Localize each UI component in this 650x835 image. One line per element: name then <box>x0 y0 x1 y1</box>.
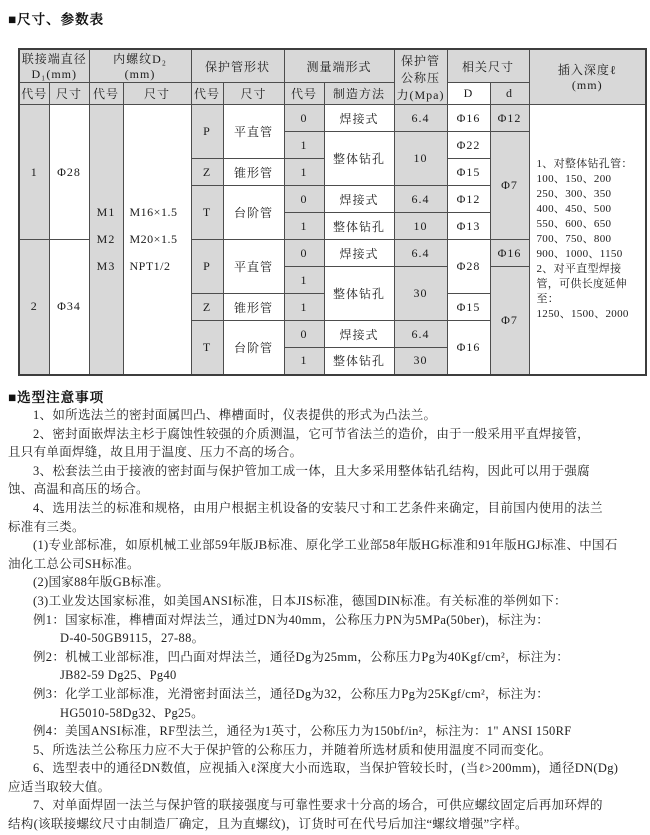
depth-note-line: 1250、1500、2000 <box>536 307 629 320</box>
depth-note-line: 550、600、650 <box>536 217 612 230</box>
dim-D-cell: Φ15 <box>447 159 490 186</box>
header-tube-shape: 保护管形状 <box>191 49 284 83</box>
dim-D-cell: Φ28 <box>447 240 490 294</box>
dim-D-cell: Φ13 <box>447 213 490 240</box>
note-line: 1、如所选法兰的密封面属凹凸、榫槽面时，仪表提供的形式为凸法兰。 <box>33 408 437 422</box>
depth-note-line: 2、对平直型焊接 <box>536 262 622 275</box>
header-connection-diameter-line1: 联接端直径 <box>21 52 87 66</box>
shape-name-cell: 台阶管 <box>223 321 284 375</box>
pressure-cell: 6.4 <box>394 240 447 267</box>
group1-size-cell: Φ28 <box>49 105 89 240</box>
dim-D-cell: Φ16 <box>447 105 490 132</box>
thread-code: M1 <box>96 204 116 219</box>
note-line: 4、选用法兰的标准和规格，由用户根据主机设备的安装尺寸和工艺条件来确定，目前国内使用的法兰 <box>33 500 603 515</box>
depth-note-line: 700、750、800 <box>536 232 612 245</box>
header-connection-diameter <box>19 49 89 83</box>
thread-code: M3 <box>96 258 116 273</box>
note-line: 6、选型表中的通径DN数值，应视插入ℓ深度大小而选取，当保护管较长时，(当ℓ>200mm)，通径DN(Dg) <box>33 761 619 776</box>
thread-size-cell <box>123 105 191 375</box>
note-line: (2)国家88年版GB标准。 <box>33 575 170 590</box>
note-line: (1)专业部标准，如原机械工业部59年版JB标准、原化学工业部58年版HG标准和91年版HGJ标准、中国石 <box>33 538 618 553</box>
dim-d-cell: Φ7 <box>490 267 529 375</box>
header-insertion-depth-line2: (mm) <box>571 78 603 92</box>
header-measuring-end: 测量端形式 <box>284 49 394 83</box>
shape-name-cell: 锥形管 <box>223 159 284 186</box>
dim-d-cell: Φ16 <box>490 240 529 267</box>
header-nominal-pressure-line3: 力(Mpa) <box>396 87 445 102</box>
subheader-size-2: 尺寸 <box>123 83 191 105</box>
depth-note-line: 至： <box>536 292 560 305</box>
shape-name-cell: 平直管 <box>223 240 284 294</box>
method-code-cell: 1 <box>284 348 324 375</box>
header-insertion-depth-line1: 插入深度ℓ <box>557 63 617 77</box>
shape-code-cell: P <box>191 240 223 294</box>
thread-size: M16×1.5 <box>129 204 178 219</box>
method-cell: 整体钻孔 <box>324 348 394 375</box>
shape-code-cell: T <box>191 321 223 375</box>
dim-D-cell: Φ15 <box>447 294 490 321</box>
thread-size: M20×1.5 <box>129 231 178 246</box>
note-line: 例1：国家标准，榫槽面对焊法兰，通过DN为40mm，公称压力PN为5MPa(50ber)，标注为： <box>33 612 550 627</box>
method-code-cell: 0 <box>284 105 324 132</box>
dim-D-cell: Φ16 <box>447 321 490 375</box>
header-connection-diameter-line2: D₁(mm) <box>31 67 77 81</box>
method-cell: 焊接式 <box>324 186 394 213</box>
note-line: 标准有三类。 <box>8 519 85 534</box>
pressure-cell: 30 <box>394 267 447 321</box>
subheader-code-3: 代号 <box>191 83 223 105</box>
group1-code-cell: 1 <box>19 105 49 240</box>
subheader-size-3: 尺寸 <box>223 83 284 105</box>
header-internal-thread <box>89 49 191 83</box>
method-cell: 焊接式 <box>324 105 394 132</box>
note-line: 且只有单面焊缝，故且用于温度、压力不高的场合。 <box>8 445 303 460</box>
selection-notes-title: ■选型注意事项 <box>8 390 105 405</box>
subheader-code-2: 代号 <box>89 83 123 105</box>
method-code-cell: 1 <box>284 213 324 240</box>
pressure-cell: 6.4 <box>394 321 447 348</box>
note-line: D-40-50GB9115，27-88。 <box>60 631 205 646</box>
method-code-cell: 0 <box>284 186 324 213</box>
note-line: 2、密封面嵌焊法主杉于腐蚀性较强的介质测温，它可节省法兰的造价，由于一般采用平直焊接管， <box>33 426 590 441</box>
dim-d-cell: Φ7 <box>490 132 529 240</box>
subheader-dim-D: D <box>447 83 490 105</box>
thread-code: M2 <box>96 231 116 246</box>
dim-D-cell: Φ12 <box>447 186 490 213</box>
dimensions-table-title: ■尺寸、参数表 <box>8 12 105 27</box>
depth-note-line: 100、150、200 <box>536 172 612 185</box>
group2-code-cell: 2 <box>19 240 49 375</box>
pressure-cell: 6.4 <box>394 186 447 213</box>
pressure-cell: 6.4 <box>394 105 447 132</box>
note-line: 油化工总公司SH标准。 <box>8 556 140 571</box>
pressure-cell: 10 <box>394 132 447 186</box>
subheader-manufacturing-method: 制造方法 <box>324 83 394 105</box>
table-row <box>19 105 646 132</box>
header-related-dimensions: 相关尺寸 <box>447 49 529 83</box>
depth-note-line: 250、300、350 <box>536 187 612 200</box>
method-code-cell: 1 <box>284 267 324 294</box>
shape-code-cell: T <box>191 186 223 240</box>
method-code-cell: 1 <box>284 132 324 159</box>
note-line: 7、对单面焊固一法兰与保护管的联接强度与可靠性要求十分高的场合，可供应螺纹固定后再加环焊的 <box>33 798 603 813</box>
header-nominal-pressure-line2: 公称压 <box>400 70 440 85</box>
note-line: HG5010-58Dg32、Pg25。 <box>60 705 204 720</box>
method-code-cell: 1 <box>284 294 324 321</box>
dim-D-cell: Φ22 <box>447 132 490 159</box>
note-line: 5、所选法兰公称压力应不大于保护管的公称压力，并随着所选材质和使用温度不同而变化。 <box>33 742 552 757</box>
note-line: 3、松套法兰由于接液的密封面与保护管加工成一体，且大多采用整体钻孔结构，因此可以用于强腐 <box>33 463 590 478</box>
note-line: 例3：化学工业部标准，光滑密封面法兰，通径Dg为32，公称压力Pg为25Kgf/cm²，标注为： <box>33 686 550 701</box>
shape-code-cell: P <box>191 105 223 159</box>
shape-name-cell: 平直管 <box>223 105 284 159</box>
note-line: 应适当取较大值。 <box>8 779 111 794</box>
method-cell: 焊接式 <box>324 240 394 267</box>
method-cell: 整体钻孔 <box>324 213 394 240</box>
depth-note-line: 管，可供长度延伸 <box>536 277 627 290</box>
selection-notes <box>8 406 646 834</box>
note-line: 蚀、高温和高压的场合。 <box>8 482 149 497</box>
depth-note-line: 400、450、500 <box>536 202 612 215</box>
shape-name-cell: 台阶管 <box>223 186 284 240</box>
shape-code-cell: Z <box>191 159 223 186</box>
depth-note-line: 900、1000、1150 <box>536 247 623 260</box>
depth-note-cell <box>529 105 646 375</box>
header-row-1 <box>19 49 646 83</box>
header-internal-thread-line2: (mm) <box>124 67 156 81</box>
header-nominal-pressure <box>394 49 447 105</box>
note-line: JB82-59 Dg25、Pg40 <box>60 668 177 683</box>
pressure-cell: 30 <box>394 348 447 375</box>
shape-code-cell: Z <box>191 294 223 321</box>
subheader-dim-d: d <box>490 83 529 105</box>
method-cell: 焊接式 <box>324 321 394 348</box>
thread-size: NPT1/2 <box>129 258 171 273</box>
note-line: 例4：美国ANSI标准，RF型法兰，通径为1英寸，公称压力为150bf/in²，标注为：1" ANSI 150RF <box>33 724 572 739</box>
thread-code-cell <box>89 105 123 375</box>
dim-d-cell: Φ12 <box>490 105 529 132</box>
subheader-size-1: 尺寸 <box>49 83 89 105</box>
method-code-cell: 0 <box>284 321 324 348</box>
header-internal-thread-line1: 内螺纹D₂ <box>113 52 167 66</box>
method-cell: 整体钻孔 <box>324 267 394 321</box>
note-line: 例2：机械工业部标准，凹凸面对焊法兰，通径Dg为25mm，公称压力Pg为40Kgf/cm²，标注为： <box>33 649 570 664</box>
group2-size-cell: Φ34 <box>49 240 89 375</box>
depth-note-line: 1、对整体钻孔管： <box>536 157 633 170</box>
note-line: 结构(该联接螺纹尺寸由制造厂确定，且为直螺纹)，订货时可在代号后加注“螺纹增强”字样。 <box>8 817 528 832</box>
method-code-cell: 0 <box>284 240 324 267</box>
parameters-table <box>18 48 647 376</box>
subheader-code-1: 代号 <box>19 83 49 105</box>
header-nominal-pressure-line1: 保护管 <box>400 53 440 68</box>
note-line: (3)工业发达国家标准，如美国ANSI标准，日本JIS标准，德国DIN标准。有关标准的举例如下： <box>33 593 567 608</box>
method-code-cell: 1 <box>284 159 324 186</box>
shape-name-cell: 锥形管 <box>223 294 284 321</box>
subheader-code-4: 代号 <box>284 83 324 105</box>
method-cell: 整体钻孔 <box>324 132 394 186</box>
pressure-cell: 10 <box>394 213 447 240</box>
header-insertion-depth <box>529 49 646 105</box>
